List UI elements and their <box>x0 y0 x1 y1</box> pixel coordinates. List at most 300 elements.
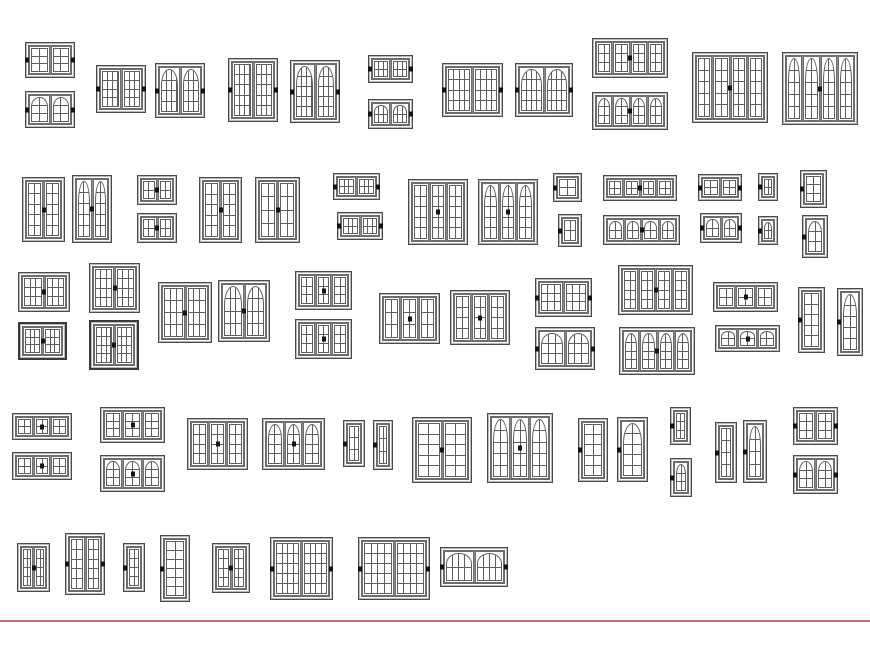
glass-pane <box>61 49 68 56</box>
glass-pane <box>565 231 570 240</box>
window-block-w42 <box>295 319 352 359</box>
glass-pane <box>302 67 306 76</box>
glass-pane <box>245 65 249 74</box>
glass-pane <box>239 578 243 586</box>
glass-pane <box>297 67 301 76</box>
glass-pane <box>189 70 193 80</box>
window-leaf <box>607 179 623 197</box>
glass-pane <box>521 466 527 476</box>
glass-pane <box>146 470 152 477</box>
glass-pane <box>812 83 817 94</box>
glass-pane <box>800 462 806 470</box>
glass-pane <box>130 550 134 558</box>
glass-pane <box>537 70 541 79</box>
window-block-w29 <box>698 174 742 201</box>
glass-pane <box>189 91 193 101</box>
glass-pane <box>494 431 500 441</box>
glass-pane <box>750 427 755 439</box>
arched-glazing-grid <box>650 98 662 124</box>
arched-glazing-grid <box>183 69 200 112</box>
glass-pane <box>624 455 632 464</box>
window-block-w45 <box>450 290 510 345</box>
window-block-w27 <box>603 175 677 201</box>
glass-pane <box>565 221 570 230</box>
glass-pane <box>661 360 666 368</box>
glass-pane <box>283 564 288 573</box>
glass-pane <box>379 115 382 123</box>
window-block-w21 <box>333 173 380 200</box>
glazing-grid <box>88 539 100 589</box>
glass-pane <box>661 352 666 360</box>
handle-mark-left <box>440 565 444 570</box>
glass-pane <box>37 559 40 567</box>
glass-pane <box>632 360 637 368</box>
arched-glazing-grid <box>625 333 637 369</box>
glass-pane <box>661 334 666 342</box>
glass-pane <box>594 425 602 434</box>
handle-mark-center <box>436 210 440 215</box>
glass-pane <box>605 99 610 106</box>
glass-pane <box>503 186 508 196</box>
glass-pane <box>666 182 670 188</box>
window-leaf <box>797 459 815 490</box>
window-sashes <box>340 215 380 237</box>
window-block-w76 <box>212 543 250 593</box>
glass-pane <box>54 114 61 121</box>
arched-glazing-grid <box>521 69 542 111</box>
glass-pane <box>487 80 491 89</box>
glass-pane <box>730 229 735 237</box>
handle-mark-center <box>183 310 187 315</box>
glass-pane <box>123 270 127 278</box>
glass-pane <box>465 70 469 79</box>
glass-pane <box>661 343 666 351</box>
glass-pane <box>319 326 323 334</box>
window-leaf <box>447 183 464 241</box>
glass-pane <box>491 186 496 196</box>
glass-pane <box>384 452 387 463</box>
glass-pane <box>429 445 438 455</box>
glazing-grid <box>723 180 737 195</box>
glass-pane <box>40 114 47 121</box>
window-leaf <box>596 42 612 74</box>
glass-pane <box>756 105 761 116</box>
glazing-grid <box>758 288 772 306</box>
window-leaf <box>181 67 202 114</box>
handle-mark-left <box>758 185 762 190</box>
glass-pane <box>349 219 353 226</box>
glass-pane <box>498 329 503 339</box>
window-leaf <box>656 269 672 311</box>
glass-pane <box>514 454 520 464</box>
glass-pane <box>846 83 851 94</box>
glass-pane <box>101 289 105 297</box>
glass-pane <box>417 574 423 583</box>
glass-pane <box>313 435 318 444</box>
glass-pane <box>819 479 825 487</box>
window-sashes <box>68 536 102 592</box>
glazing-grid <box>475 69 497 111</box>
glazing-grid <box>145 413 159 437</box>
handle-mark-left <box>743 449 747 454</box>
window-sashes <box>231 61 275 119</box>
window-leaf <box>539 331 565 366</box>
glass-pane <box>118 346 122 354</box>
glass-pane <box>456 466 465 476</box>
glass-pane <box>307 67 311 76</box>
handle-mark-center <box>90 207 94 212</box>
glass-pane <box>212 195 217 205</box>
handle-mark-right <box>274 88 278 93</box>
glass-pane <box>37 577 40 585</box>
glass-pane <box>259 287 264 298</box>
glass-pane <box>316 554 321 563</box>
glass-pane <box>378 574 384 583</box>
handle-mark-right <box>409 112 413 117</box>
glass-pane <box>404 554 410 563</box>
glass-pane <box>194 325 199 336</box>
glass-pane <box>463 297 468 307</box>
glass-pane <box>47 205 52 214</box>
window-leaf <box>838 56 854 121</box>
arched-glazing-grid <box>477 553 503 581</box>
glass-pane <box>281 197 287 209</box>
glass-pane <box>814 194 820 201</box>
glazing-grid <box>641 271 653 309</box>
window-leaf <box>802 291 821 349</box>
glass-pane <box>645 222 650 230</box>
window-sashes <box>293 63 337 120</box>
arched-glazing-grid <box>760 331 774 346</box>
glass-pane <box>682 291 687 299</box>
glass-pane <box>162 91 166 101</box>
window-leaf <box>51 46 72 74</box>
glass-pane <box>372 574 378 583</box>
window-sashes <box>28 94 72 125</box>
glass-pane <box>378 554 384 563</box>
glass-pane <box>230 435 235 444</box>
glazing-grid <box>374 61 388 77</box>
glass-pane <box>288 224 294 236</box>
glass-pane <box>651 116 656 123</box>
glass-pane <box>552 91 556 100</box>
glass-pane <box>102 354 106 362</box>
glass-pane <box>41 568 44 576</box>
glass-pane <box>648 281 653 289</box>
glass-pane <box>149 191 153 199</box>
glass-pane <box>235 85 239 94</box>
glass-pane <box>385 544 391 553</box>
glass-pane <box>756 82 761 93</box>
glazing-grid <box>106 413 120 437</box>
window-sashes <box>443 550 505 584</box>
glass-pane <box>826 471 832 479</box>
glass-pane <box>130 90 134 98</box>
glass-pane <box>319 77 323 86</box>
glass-pane <box>727 453 731 464</box>
arched-glazing-grid <box>53 97 70 122</box>
glass-pane <box>514 420 520 430</box>
glass-pane <box>812 326 818 336</box>
glass-pane <box>103 98 107 106</box>
window-block-w46 <box>535 278 592 317</box>
glass-pane <box>532 70 536 79</box>
window-leaf <box>674 411 687 441</box>
window-block-w24 <box>478 179 538 245</box>
glass-pane <box>800 479 806 487</box>
glass-pane <box>665 281 670 289</box>
window-sashes <box>376 423 390 467</box>
glass-pane <box>826 422 832 429</box>
window-leaf <box>412 183 429 241</box>
arched-glazing-grid <box>662 221 675 239</box>
window-sashes <box>538 330 592 367</box>
glass-pane <box>626 352 631 360</box>
window-block-w07 <box>368 55 413 83</box>
window-block-w08 <box>368 99 413 129</box>
glass-pane <box>560 188 567 195</box>
glass-pane <box>722 82 727 93</box>
handle-mark-center <box>746 336 750 341</box>
glass-pane <box>269 211 275 223</box>
glass-pane <box>19 420 24 426</box>
glass-pane <box>302 278 306 286</box>
glass-pane <box>135 90 139 98</box>
handle-mark-left <box>802 234 806 239</box>
glazing-grid <box>633 44 645 72</box>
window-block-w10 <box>515 63 573 117</box>
glass-pane <box>31 279 36 287</box>
glass-pane <box>340 180 344 186</box>
glass-pane <box>41 550 44 558</box>
glass-pane <box>682 482 686 490</box>
glass-pane <box>189 325 194 336</box>
glass-pane <box>494 443 500 453</box>
glass-pane <box>616 54 621 62</box>
glass-pane <box>305 544 310 553</box>
glass-pane <box>705 82 710 93</box>
glass-pane <box>494 454 500 464</box>
glass-pane <box>415 186 420 196</box>
window-sashes <box>581 421 605 479</box>
glass-pane <box>259 324 264 335</box>
glass-pane <box>734 105 739 116</box>
glass-pane <box>107 289 111 297</box>
glass-pane <box>722 465 726 476</box>
window-leaf <box>622 269 638 311</box>
glass-pane <box>194 70 198 80</box>
window-leaf <box>545 67 570 113</box>
glass-pane <box>329 67 333 76</box>
glass-pane <box>345 180 349 186</box>
handle-mark-center <box>42 290 46 295</box>
window-block-w30 <box>700 213 742 243</box>
window-leaf <box>564 282 588 313</box>
glass-pane <box>161 220 165 228</box>
glass-pane <box>666 189 670 195</box>
glass-pane <box>739 82 744 93</box>
glass-pane <box>319 295 323 303</box>
glass-pane <box>725 220 730 228</box>
arched-glazing-grid <box>840 58 852 119</box>
glass-pane <box>96 182 100 192</box>
glass-pane <box>32 49 39 56</box>
glass-pane <box>585 466 593 475</box>
glazing-grid <box>205 183 218 237</box>
glass-pane <box>324 278 328 286</box>
glass-pane <box>846 59 851 70</box>
glass-pane <box>487 70 491 79</box>
glass-pane <box>433 228 438 238</box>
glass-pane <box>302 107 306 116</box>
glass-pane <box>53 297 58 305</box>
glass-pane <box>60 459 65 466</box>
glass-pane <box>767 339 773 345</box>
glass-pane <box>841 107 846 118</box>
glass-pane <box>751 105 756 116</box>
glass-pane <box>769 180 772 187</box>
glass-pane <box>651 45 656 53</box>
glazing-grid <box>164 288 183 337</box>
glass-pane <box>812 305 818 315</box>
glass-pane <box>644 182 648 188</box>
glass-pane <box>380 427 383 438</box>
glazing-grid <box>160 219 172 237</box>
glass-pane <box>756 94 761 105</box>
glass-pane <box>819 462 825 470</box>
glass-pane <box>335 278 339 286</box>
glass-pane <box>54 467 59 474</box>
glass-pane <box>77 550 81 559</box>
glass-pane <box>626 334 631 342</box>
glass-pane <box>454 91 458 100</box>
glass-pane <box>403 62 406 69</box>
window-block-w41 <box>295 271 352 310</box>
glass-pane <box>97 354 101 362</box>
window-leaf <box>539 282 563 313</box>
glass-pane <box>668 231 673 239</box>
glazing-grid <box>491 296 504 339</box>
glass-pane <box>761 339 767 345</box>
glass-pane <box>162 81 166 91</box>
glass-pane <box>167 551 175 559</box>
window-block-w39 <box>158 282 212 343</box>
glass-pane <box>807 185 813 192</box>
glass-pane <box>306 445 311 454</box>
glass-pane <box>324 326 328 334</box>
glazing-grid <box>102 71 119 107</box>
glass-pane <box>795 59 800 70</box>
glass-pane <box>269 197 275 209</box>
window-leaf <box>841 292 859 352</box>
glass-pane <box>720 298 726 306</box>
glass-pane <box>94 579 98 588</box>
glass-pane <box>556 334 562 343</box>
glass-pane <box>262 184 268 196</box>
glass-pane <box>844 295 850 305</box>
handle-mark-center <box>155 226 159 231</box>
glass-pane <box>302 344 306 352</box>
glass-pane <box>224 216 229 226</box>
glass-pane <box>72 550 76 559</box>
glass-pane <box>599 107 604 114</box>
glass-pane <box>465 91 469 100</box>
glass-pane <box>167 102 171 112</box>
glass-pane <box>615 182 619 188</box>
glass-pane <box>642 291 647 299</box>
glass-pane <box>127 328 131 336</box>
glass-pane <box>230 195 235 205</box>
glass-pane <box>307 97 311 106</box>
glass-pane <box>756 427 761 439</box>
window-leaf <box>391 59 409 79</box>
window-sashes <box>840 291 860 353</box>
glass-pane <box>660 189 664 195</box>
glass-pane <box>642 272 647 280</box>
glass-pane <box>656 99 661 106</box>
glass-pane <box>107 279 111 287</box>
glass-pane <box>294 584 299 593</box>
window-sashes <box>538 281 589 314</box>
glass-pane <box>814 177 820 184</box>
glass-pane <box>465 568 470 581</box>
glazing-grid <box>799 413 813 439</box>
glass-pane <box>682 300 687 308</box>
window-block-w70 <box>793 407 838 445</box>
glass-pane <box>288 197 294 209</box>
glazing-grid <box>124 71 141 107</box>
glass-pane <box>19 459 24 466</box>
glass-pane <box>678 343 683 351</box>
glass-pane <box>257 96 261 105</box>
window-leaf <box>530 417 549 479</box>
glass-pane <box>681 422 684 429</box>
glass-pane <box>841 83 846 94</box>
glass-pane <box>19 427 24 433</box>
glass-pane <box>224 184 229 194</box>
glazing-grid <box>804 293 819 347</box>
glass-pane <box>666 343 671 351</box>
glass-pane <box>108 81 112 89</box>
glass-pane <box>89 560 93 569</box>
window-leaf <box>332 323 348 355</box>
glass-pane <box>25 427 30 433</box>
glass-pane <box>809 222 815 231</box>
glass-pane <box>599 99 604 106</box>
arched-glazing-grid <box>224 286 242 336</box>
glass-pane <box>129 289 133 297</box>
glass-pane <box>380 452 383 463</box>
glass-pane <box>97 337 101 345</box>
handle-mark-right <box>504 565 508 570</box>
glass-pane <box>288 584 293 593</box>
window-leaf <box>816 411 834 441</box>
arched-glazing-grid <box>799 461 813 488</box>
window-leaf <box>731 56 747 119</box>
glass-pane <box>166 182 170 190</box>
glass-pane <box>294 425 299 434</box>
glass-pane <box>492 101 496 110</box>
window-leaf <box>786 56 802 121</box>
glass-pane <box>411 584 417 593</box>
glass-pane <box>851 295 857 305</box>
glass-pane <box>542 344 548 353</box>
glass-pane <box>571 221 576 230</box>
glazing-grid <box>334 325 346 353</box>
window-leaf <box>16 417 33 436</box>
glass-pane <box>639 116 644 123</box>
glass-pane <box>610 182 614 188</box>
